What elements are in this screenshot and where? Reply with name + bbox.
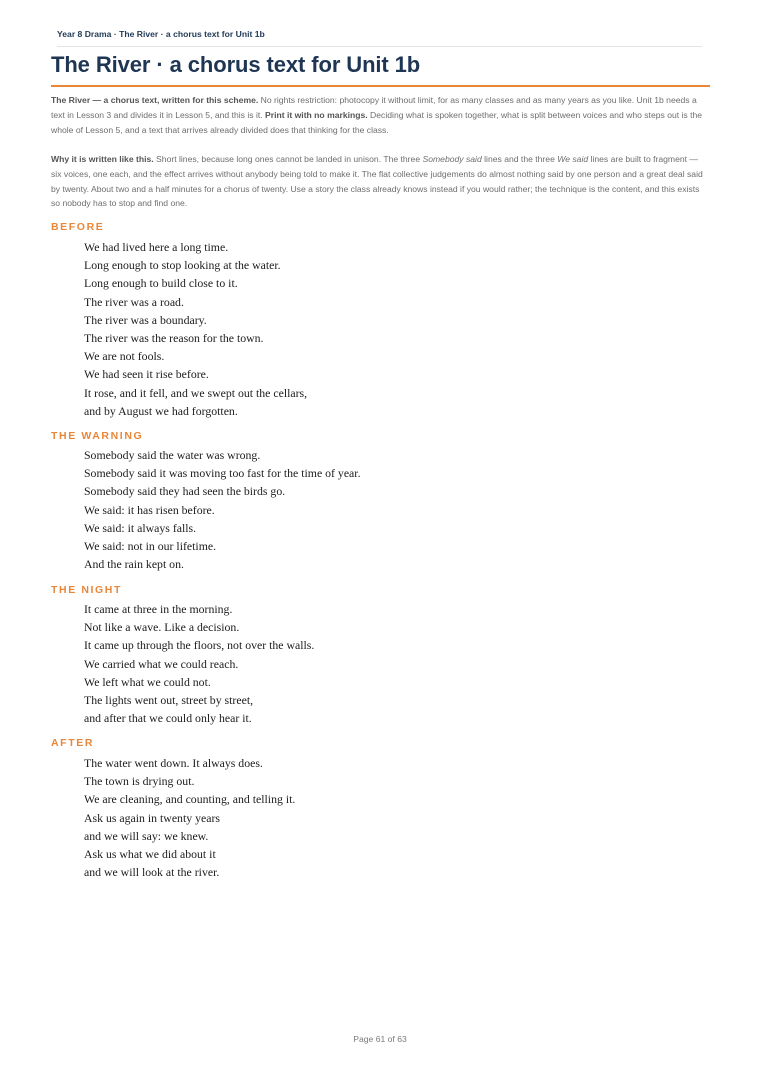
verse-line: It came at three in the morning. (84, 602, 233, 616)
verse-line: We said: it always falls. (84, 520, 197, 535)
verse-line: Somebody said they had seen the birds go. (84, 484, 286, 499)
section-heading-before: BEFORE (51, 221, 105, 233)
verse-line: Long enough to stop looking at the water. (84, 258, 281, 273)
verse-line: Not like a wave. Like a decision. (84, 620, 240, 635)
intro-paragraph-rights (51, 93, 710, 137)
verse-line: The river was the reason for the town. (84, 331, 264, 346)
intro-text: lines and the three (481, 154, 558, 164)
verse-line: We are cleaning, and counting, and telling it. (84, 792, 296, 807)
verse-line: and we will look at the river. (84, 865, 220, 880)
verse-line: We left what we could not. (84, 674, 211, 689)
verse-line: Ask us again in twenty years (84, 810, 220, 825)
verse-before (84, 238, 307, 420)
intro-lead: Why it is written like this. (51, 154, 154, 164)
page-number: Page 61 of 63 (353, 1034, 407, 1044)
intro-text: Deciding what is spoken together, what is split between voices and who steps out is the whole of Lesson 5, and a text that arrives already divided does that thinking for the class. (51, 109, 703, 135)
verse-line: The town is drying out. (84, 774, 195, 789)
verse-line: We are not fools. (84, 349, 165, 364)
running-header: Year 8 Drama · The River · a chorus text for Unit 1b (57, 29, 702, 47)
verse-line: The river was a road. (84, 294, 184, 309)
verse-line: And the rain kept on. (84, 557, 184, 572)
verse-line: The river was a boundary. (84, 312, 207, 327)
verse-line: The lights went out, street by street, (84, 693, 254, 708)
verse-line: We said: not in our lifetime. (84, 539, 217, 554)
verse-line: and after that we could only hear it. (84, 711, 252, 726)
verse-line: We had seen it rise before. (84, 367, 209, 382)
verse-line: Somebody said the water was wrong. (84, 448, 261, 462)
verse-line: We had lived here a long time. (84, 240, 229, 254)
verse-line: The water went down. It always does. (84, 756, 263, 770)
verse-line: It rose, and it fell, and we swept out the cellars, (84, 385, 308, 400)
verse-after (84, 754, 295, 881)
verse-line: Ask us what we did about it (84, 847, 216, 862)
intro-paragraph-rationale (51, 152, 710, 211)
intro-text: No rights restriction: photocopy it without limit, for as many classes and as many years as you like. Unit 1b needs a text in Lesson 3 and divides it in Lesson 5, and this is it. (51, 95, 697, 120)
intro-instruction: Print it with no markings. (265, 109, 368, 120)
intro-text: Short lines, because long ones cannot be landed in unison. The three (153, 154, 423, 164)
verse-line: and by August we had forgotten. (84, 403, 238, 418)
intro-emphasis: We said (557, 154, 589, 164)
intro-emphasis: Somebody said (422, 154, 482, 164)
verse-line: We carried what we could reach. (84, 656, 239, 671)
page-title: The River · a chorus text for Unit 1b (51, 52, 710, 87)
intro-text: lines are built to fragment — six voices, one each, and the effect arrives without anybody being told to make it. The flat collective judgements do almost nothing said by one person and a great deal said by twenty. About two and a half minutes for a chorus of twenty. Use a story the class already knows instead if you would rather; the technique is the content, and this exists so nobody has to stop and find one. (51, 154, 703, 209)
verse-line: We said: it has risen before. (84, 502, 215, 517)
section-heading-after: AFTER (51, 737, 94, 749)
verse-the-night (84, 600, 314, 727)
verse-line: Long enough to build close to it. (84, 276, 238, 291)
intro-lead: The River — a chorus text, written for this scheme. (51, 95, 259, 105)
verse-the-warning (84, 446, 361, 573)
section-heading-the-warning: THE WARNING (51, 430, 144, 442)
section-heading-the-night: THE NIGHT (51, 584, 122, 596)
verse-line: It came up through the floors, not over the walls. (84, 638, 315, 653)
verse-line: Somebody said it was moving too fast for the time of year. (84, 466, 361, 481)
verse-line: and we will say: we knew. (84, 828, 209, 843)
